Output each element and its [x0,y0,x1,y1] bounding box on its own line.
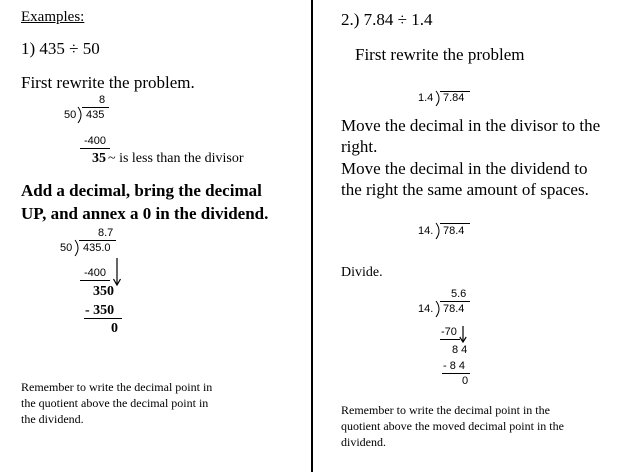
left-step-rewrite: First rewrite the problem. [21,73,195,92]
instruction-line-1: Add a decimal, bring the decimal [21,181,262,200]
right-div2-bracket [435,223,443,239]
right-div3-bring-down: 8 4 [452,344,468,356]
left-note-line-3: the dividend. [21,412,84,426]
move-dividend-line-1: Move the decimal in the dividend to [341,159,588,178]
right-div3-bracket [435,301,443,317]
left-div2-quotient: 8.7 [98,227,114,239]
problem-2: 2.) 7.84 ÷ 1.4 [341,10,433,29]
left-div2-divisor: 50 [60,242,73,254]
right-div2-bar [440,223,470,224]
column-divider [311,0,313,472]
right-div1-bracket [435,91,443,106]
right-div3-bring-down-arrow-icon [459,326,467,343]
left-div2-dividend: 435.0 [83,242,111,254]
left-note-line-1: Remember to write the decimal point in [21,380,213,394]
right-div2-divisor: 14. [418,225,434,237]
left-div2-bar [79,240,116,241]
left-div2-bring-down-arrow-icon [113,258,121,286]
step-divide: Divide. [341,265,383,280]
right-div2-dividend: 78.4 [443,225,465,237]
left-div1-dividend: 435 [86,109,105,121]
left-div2-remainder: 0 [111,321,118,336]
move-divisor-line-2: right. [341,137,378,156]
left-div2-subtract-line-2 [84,318,122,319]
left-div1-quotient: 8 [99,94,106,106]
left-note-line-2: the quotient above the decimal point in [21,396,209,410]
left-div1-bracket [77,107,85,123]
right-div3-remainder: 0 [462,375,469,387]
right-step-rewrite: First rewrite the problem [355,45,525,64]
left-div1-bar [82,107,109,108]
left-div2-subtract-1: -400 [84,267,107,279]
right-div3-dividend: 78.4 [443,303,465,315]
move-divisor-line-1: Move the decimal in the divisor to the [341,116,601,135]
left-div1-remainder: 35 [92,151,106,166]
right-div3-bar [440,301,470,302]
right-div3-subtract-1: -70 [441,326,457,338]
left-div2-subtract-line-1 [80,280,110,281]
left-div1-divisor: 50 [64,109,77,121]
right-div3-divisor: 14. [418,303,434,315]
examples-heading: Examples: [21,9,85,25]
right-note-line-1: Remember to write the decimal point in the [341,403,550,417]
left-div2-bracket [74,240,82,256]
left-div1-subtract: -400 [84,135,107,147]
right-div1-divisor: 1.4 [418,92,434,104]
instruction-line-2: UP, and annex a 0 in the dividend. [21,204,269,223]
right-div3-subtract-2: - 8 4 [443,360,466,372]
left-div1-subtract-line [80,148,110,149]
left-div2-subtract-2: - 350 [85,303,115,318]
move-dividend-line-2: the right the same amount of spaces. [341,180,589,199]
right-note-line-3: dividend. [341,435,386,449]
left-div2-bring-down: 350 [93,284,114,299]
right-div3-quotient: 5.6 [451,288,467,300]
right-div3-subtract-line-1 [440,339,460,340]
left-div1-remainder-note: ~ is less than the divisor [108,151,244,166]
problem-1: 1) 435 ÷ 50 [21,39,100,58]
right-note-line-2: quotient above the moved decimal point in the [341,419,564,433]
right-div1-dividend: 7.84 [443,92,465,104]
right-div3-subtract-line-2 [442,373,470,374]
